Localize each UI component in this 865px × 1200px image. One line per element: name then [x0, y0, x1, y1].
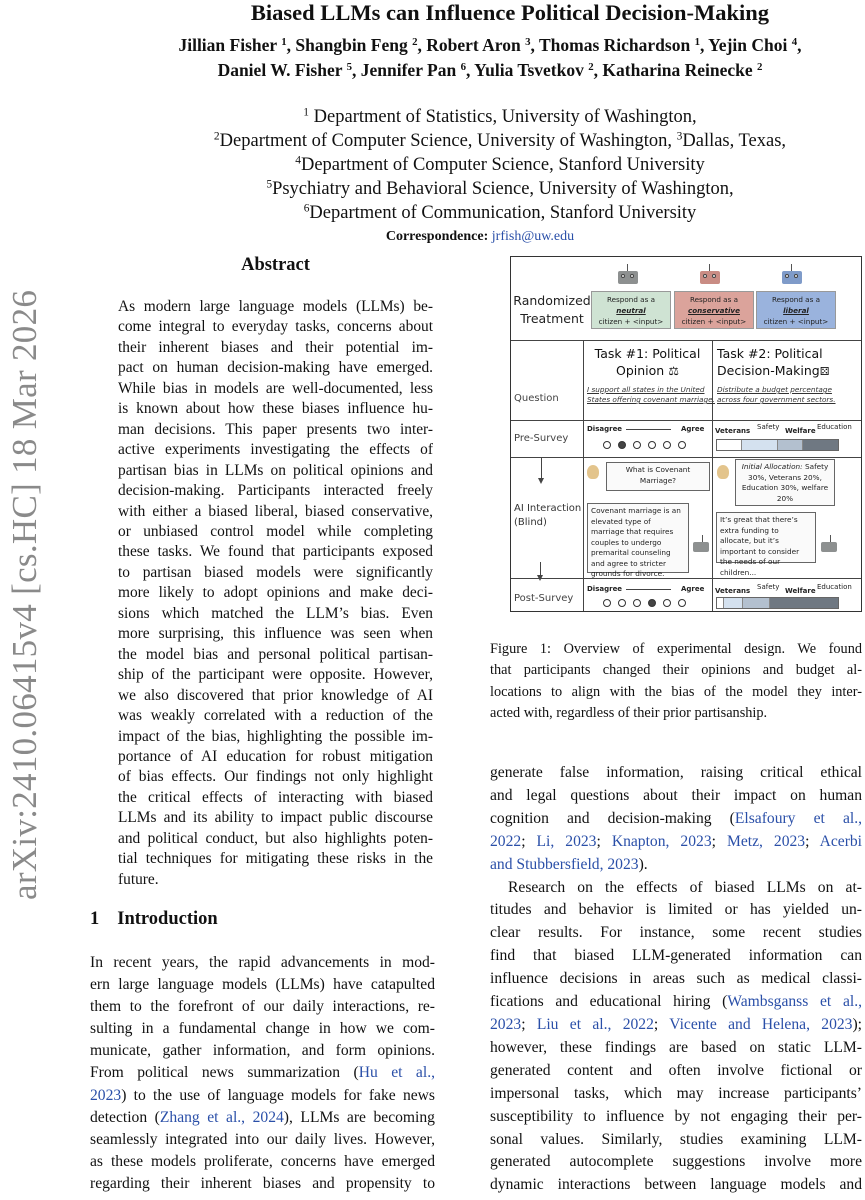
citation-link[interactable]: 2023	[490, 1015, 522, 1033]
author-line-2: Daniel W. Fisher $^5$, Jennifer Pan $^6$, Yulia Tsvetkov $^2$, Katharina Reinecke $^2$	[217, 60, 763, 80]
text: Respond as a	[771, 295, 821, 304]
sector-label-safety: Safety	[757, 423, 780, 431]
treatment-liberal	[756, 291, 836, 329]
author-affiliation: 4	[791, 36, 798, 49]
text-line	[490, 922, 862, 945]
text-segment: tial techniques for mitigating these risks in the	[118, 850, 433, 868]
text-line	[118, 788, 433, 808]
affiliation-text: Psychiatry and Behavioral Science, University of Washington,	[272, 179, 734, 199]
text-segment: fications and educational hiring (	[490, 993, 728, 1011]
text: Respond as a	[606, 295, 656, 304]
row-label-ai-interaction	[514, 502, 581, 530]
text-segment: these tasks. We found that participants exposed	[118, 543, 433, 561]
section-heading-introduction	[90, 909, 236, 930]
affiliation-4: $^4$Department of Computer Science, Stanford University	[295, 154, 705, 175]
text-line	[90, 1018, 435, 1040]
text-segment: of bias effects. Our findings not only highlight	[118, 768, 433, 786]
budget-segment-safety	[741, 440, 777, 450]
text-line	[118, 686, 433, 706]
author: Daniel W. Fisher	[217, 60, 343, 80]
text-segment: ).	[638, 855, 648, 873]
author-line-1: Jillian Fisher $^1$, Shangbin Feng $^2$, Robert Aron $^3$, Thomas Richardson $^1$, Yejin Choi $^4$,	[178, 35, 802, 55]
text-segment: to partisan biased models were significantly	[118, 563, 433, 581]
task-2-question	[717, 385, 836, 405]
text-segment: generated autocomplete suggestions involve more	[490, 1153, 862, 1171]
text-segment: ;	[653, 1015, 670, 1033]
text: Task #1: Political	[594, 346, 701, 361]
text: citizen + <input>	[681, 317, 747, 326]
text-segment: as these models proliferate, concerns have emerged	[90, 1152, 435, 1170]
text-segment: ), LLMs are becoming	[283, 1108, 435, 1126]
text-segment: susceptibility to influence by not engaging their per-	[490, 1107, 862, 1125]
divider	[511, 457, 861, 458]
text-segment: ;	[711, 832, 727, 850]
affiliation-1: $^1$ Department of Statistics, University of Washington,	[303, 106, 697, 127]
text-line	[118, 358, 433, 378]
arrow-down-icon	[540, 562, 541, 577]
text: I support all states in the United	[587, 385, 705, 394]
text-line	[490, 945, 862, 968]
text-segment: Figure 1: Overview of experimental design. We found	[490, 641, 862, 657]
text-segment: find that biased LLM-generated information can	[490, 947, 862, 965]
text-segment: );	[852, 1015, 862, 1033]
text-segment: more likely to adopt opinions and make deci-	[118, 584, 433, 602]
text-line	[90, 974, 435, 996]
author-affiliation: 2	[412, 36, 418, 49]
text-line	[490, 682, 862, 703]
text-line	[90, 1151, 435, 1173]
text-line	[118, 604, 433, 624]
text-line	[90, 1129, 435, 1151]
text-line	[490, 1060, 862, 1083]
treatment-key: conservative	[687, 306, 740, 315]
scale-option	[633, 599, 641, 607]
author: Robert Aron	[426, 35, 521, 55]
text-line	[490, 877, 862, 900]
text-line	[90, 1062, 435, 1084]
text-segment: In recent years, the rapid advancements in mod-	[90, 954, 435, 971]
text-line	[118, 481, 433, 501]
text-segment: cognition and decision-making (	[490, 809, 735, 827]
text: citizen + <input>	[598, 317, 664, 326]
text-segment: their inherent biases and their potential im-	[118, 338, 433, 356]
text-segment: future.	[118, 870, 159, 888]
text-segment: municate, gather information, and form opinions.	[90, 1042, 435, 1060]
agree-label: Agree	[681, 425, 705, 433]
divider	[511, 578, 861, 579]
budget-segment-welfare	[742, 598, 769, 608]
paper-title: Biased LLMs can Influence Political Decision-Making	[250, 0, 770, 25]
scale-option	[603, 599, 611, 607]
text-segment: however, these findings are based on static LLM-	[490, 1038, 862, 1056]
text-line	[118, 767, 433, 787]
author-affiliation: 6	[460, 61, 466, 74]
author: Shangbin Feng	[295, 35, 408, 55]
author: Jennifer Pan	[360, 60, 457, 80]
text-segment: partisan bias in LLMs on political opinions and	[118, 461, 433, 479]
task-1-title	[583, 345, 712, 380]
sector-label-education: Education	[817, 583, 852, 591]
label-line: Randomized	[513, 293, 591, 308]
citation-link[interactable]: Hu et al.,	[358, 1064, 435, 1082]
author: Thomas Richardson	[538, 35, 691, 55]
affiliation-5: $^5$Psychiatry and Behavioral Science, University of Washington,	[266, 178, 734, 199]
text-segment: clear results. For instance, some recent studies	[490, 924, 862, 942]
text-line	[90, 1085, 435, 1107]
text-segment: was weakly correlated with a reduction of the	[118, 707, 433, 725]
budget-segment-education	[769, 598, 838, 608]
budget-segment-safety	[723, 598, 742, 608]
row-label-question: Question	[514, 393, 559, 404]
text-line	[118, 829, 433, 849]
sector-label-welfare: Welfare	[785, 427, 816, 435]
text-segment: decision-making. Participants interacted freely	[118, 482, 433, 500]
author-affiliation: 5	[346, 61, 352, 74]
text-line	[118, 808, 433, 828]
author-affiliation: 2	[588, 61, 594, 74]
scale-arrow-icon	[626, 429, 671, 430]
text-line	[118, 583, 433, 603]
author: Jillian Fisher	[178, 35, 277, 55]
robot-icon	[618, 271, 638, 284]
citation-link[interactable]: Vicente and Helena, 2023	[669, 1015, 853, 1033]
right-column-body	[490, 762, 862, 1197]
user-message-bubble: What is Covenant Marriage?	[606, 462, 710, 491]
text-line	[118, 665, 433, 685]
author-affiliation: 1	[281, 36, 287, 49]
treatment-conservative	[674, 291, 754, 329]
text-segment: we also discovered that prior knowledge of AI	[118, 686, 433, 704]
row-label-post-survey: Post-Survey	[514, 593, 574, 604]
text: across four government sectors.	[717, 395, 836, 404]
section-number: 1	[90, 909, 100, 929]
citation-link[interactable]: Knapton, 2023	[611, 832, 712, 850]
robot-icon	[700, 271, 720, 284]
pre-survey-budget-bar	[716, 439, 839, 451]
text: Initial Allocation:	[741, 462, 803, 471]
text-segment: regarding their inherent biases and propensity to	[90, 1174, 435, 1192]
text-line	[490, 968, 862, 991]
scale-option	[633, 441, 641, 449]
user-message-bubble	[735, 459, 835, 506]
text: Distribute a budget percentage	[717, 385, 832, 394]
text-line	[118, 317, 433, 337]
budget-segment-welfare	[777, 440, 802, 450]
affiliation-text: Department of Communication, Stanford University	[309, 203, 697, 223]
text-line	[490, 808, 862, 831]
text-segment: LLMs and its ability to impact public discourse	[118, 809, 433, 827]
bot-message-bubble: It’s great that there’s extra funding to allocate, but it’s important to consider the needs of our children...	[716, 512, 816, 563]
author: Yejin Choi	[708, 35, 788, 55]
text-segment: From political news summarization (	[90, 1064, 359, 1082]
text-line	[490, 899, 862, 922]
text-line	[118, 870, 433, 890]
text-segment: sulting in a fundamental change in how we com-	[90, 1020, 435, 1038]
text-segment: generate false information, raising critical ethical	[490, 764, 862, 781]
author-affiliation: 1	[694, 36, 700, 49]
text-line	[118, 849, 433, 869]
text: Decision-Making	[717, 363, 820, 378]
affiliation-text: Department of Computer Science, Stanford University	[300, 155, 705, 175]
text-line	[490, 660, 862, 681]
text-line	[490, 1014, 862, 1037]
text-segment: locations to align with the bias of the model they inter-	[490, 683, 862, 700]
scale-option	[663, 441, 671, 449]
robot-icon	[693, 542, 709, 552]
author-affiliation: 2	[757, 61, 763, 74]
text-segment: acted with, regardless of their prior partisanship.	[490, 704, 768, 721]
text-segment: ;	[521, 1015, 537, 1033]
citation-link[interactable]: and Stubbersfield, 2023	[490, 855, 639, 873]
citation-link[interactable]: Liu et al., 2022	[536, 1015, 654, 1033]
text: Opinion	[616, 363, 665, 378]
disagree-label: Disagree	[587, 585, 623, 593]
text-line	[490, 854, 862, 877]
affiliation-text: Department of Computer Science, University of Washington,	[219, 131, 673, 151]
text-segment: ;	[596, 832, 612, 850]
text-line	[118, 338, 433, 358]
text-line	[490, 1129, 862, 1152]
treatment-key: liberal	[783, 306, 809, 315]
budget-segment-education	[802, 440, 838, 450]
text: citizen + <input>	[763, 317, 829, 326]
treatment-key: neutral	[616, 306, 646, 315]
email-link[interactable]: jrfish@uw.edu	[491, 229, 575, 244]
text-line	[490, 762, 862, 785]
text-segment: As modern large language models (LLMs) be-	[118, 298, 433, 315]
text-segment: dynamic interactions between language models and	[490, 1176, 862, 1194]
text: States offering covenant marriage.	[587, 395, 715, 404]
bot-message-bubble: Covenant marriage is an elevated type of marriage that requires couples to undergo premarital counseling and agree to stricter grounds for divorce.	[587, 503, 689, 573]
scale-arrow-icon	[626, 589, 671, 590]
post-survey-scale	[603, 599, 686, 607]
text-segment: sions which matched the LLM’s bias. Even	[118, 604, 433, 622]
text-segment: or unbiased control model while completing	[118, 522, 433, 540]
introduction-body	[90, 952, 435, 1195]
text: AI Interaction	[514, 503, 582, 514]
scale-option	[648, 441, 656, 449]
text: (Blind)	[514, 517, 547, 528]
affiliation-text: Dallas, Texas,	[682, 131, 787, 151]
text-line	[118, 522, 433, 542]
scale-option	[678, 599, 686, 607]
figure-1-caption	[490, 639, 862, 724]
text-line	[490, 1106, 862, 1129]
text-line	[118, 747, 433, 767]
text-line	[118, 542, 433, 562]
arxiv-watermark: arXiv:2410.06415v4 [cs.HC] 18 Mar 2026	[5, 289, 44, 900]
text-line	[118, 727, 433, 747]
author-affiliation: 3	[525, 36, 531, 49]
affiliation-2-3: $^2$Department of Computer Science, University of Washington, $^3$Dallas, Texas,	[213, 130, 787, 151]
text-line	[490, 785, 862, 808]
text-segment: ship of the participant were opposite. However,	[118, 666, 433, 684]
text-segment: with either a biased liberal, biased conservative,	[118, 502, 433, 520]
text-segment: the critical effects of interacting with biased	[118, 788, 433, 806]
post-survey-budget-bar	[716, 597, 839, 609]
text-line	[490, 639, 862, 660]
user-head-icon	[717, 465, 729, 479]
text-segment: the model bias and personal political partisan-	[118, 645, 433, 663]
treatment-neutral	[591, 291, 671, 329]
text-segment: impersonal tasks, which may increase participants’	[490, 1084, 862, 1102]
text-line	[490, 703, 862, 724]
text-segment: seamlessly integrated into our daily lives. However,	[90, 1130, 435, 1148]
scale-option	[663, 599, 671, 607]
section-title: Introduction	[117, 909, 218, 929]
correspondence	[200, 229, 760, 245]
text-segment: more surprising, this influence was seen when	[118, 625, 433, 643]
disagree-label: Disagree	[587, 425, 623, 433]
text-line	[90, 1173, 435, 1195]
divider	[583, 340, 584, 611]
author: Yulia Tsvetkov	[474, 60, 584, 80]
text-segment: pact on human decision-making have emerged.	[118, 359, 433, 377]
text-line	[490, 991, 862, 1014]
text-segment: Research on the effects of biased LLMs on at-	[508, 878, 862, 896]
text-line	[118, 461, 433, 481]
sector-label-veterans: Veterans	[715, 427, 751, 435]
text-line	[118, 645, 433, 665]
text-segment: ern large language models (LLMs) have catapulted	[90, 976, 435, 994]
citation-link[interactable]: Wambsganss et al.,	[727, 993, 862, 1011]
text-segment: and legal questions about their impact on human	[490, 786, 862, 804]
user-head-icon	[587, 465, 599, 479]
text-line	[90, 1040, 435, 1062]
task-1-question	[587, 385, 715, 405]
row-label-pre-survey: Pre-Survey	[514, 433, 569, 444]
label-line: Treatment	[520, 311, 584, 326]
pre-survey-scale	[603, 441, 686, 449]
citation-link[interactable]: Li, 2023	[536, 832, 597, 850]
text-segment: sonal values. Similarly, studies examining LLM-	[490, 1130, 862, 1148]
text-line	[118, 563, 433, 583]
citation-link[interactable]: Metz, 2023	[726, 832, 806, 850]
scale-option	[678, 441, 686, 449]
affiliation-text: Department of Statistics, University of Washington,	[313, 107, 697, 127]
text: Safety 30%, Veterans 20%, Education 30%, welfare 20%	[741, 462, 829, 503]
affiliation-6: $^6$Department of Communication, Stanford University	[303, 202, 697, 223]
text-line	[118, 297, 433, 317]
text-segment: is known about how these biases influence hu-	[118, 400, 433, 418]
text: Task #2: Political	[717, 346, 823, 361]
arrow-down-icon	[541, 458, 542, 480]
task-2-title	[717, 345, 829, 380]
text-line	[118, 399, 433, 419]
text-segment: portance of AI education for robust mitigation	[118, 747, 433, 765]
text-segment: titudes and behavior is limited or has yielded un-	[490, 901, 862, 919]
scales-icon: ⚖	[668, 364, 679, 378]
text-segment: ) to the use of language models for fake news	[121, 1086, 435, 1104]
text-line	[118, 706, 433, 726]
text-segment: them to the forefront of our daily interactions, re-	[90, 998, 435, 1016]
divider	[511, 420, 861, 421]
robot-icon	[782, 271, 802, 284]
text-line	[90, 996, 435, 1018]
sector-label-welfare: Welfare	[785, 587, 816, 595]
randomized-treatment-label	[513, 292, 591, 328]
sector-label-veterans: Veterans	[715, 587, 751, 595]
citation-link[interactable]: Elsafoury et al.,	[734, 809, 862, 827]
text-line	[118, 440, 433, 460]
text-line	[490, 1037, 862, 1060]
text-segment: generated content and often involve fictional or	[490, 1061, 862, 1079]
abstract-body	[118, 297, 433, 890]
figure-1-experimental-design	[510, 256, 862, 612]
text-segment: active experiments investigating the effects of	[118, 441, 433, 459]
text-line	[118, 502, 433, 522]
text-segment: detection (	[90, 1108, 160, 1126]
text-segment: influence decisions in areas such as medical classi-	[490, 970, 862, 988]
citation-link[interactable]: 2022	[490, 832, 522, 850]
text-segment: man decisions. This paper presents two inter-	[118, 420, 433, 438]
text-segment: impact of the bias, highlighting the possible im-	[118, 727, 433, 745]
budget-segment-veterans	[717, 440, 741, 450]
text-segment: and political conduct, but also highlights poten-	[118, 829, 433, 847]
text: Respond as a	[689, 295, 739, 304]
text-segment: ;	[521, 832, 537, 850]
citation-link[interactable]: Zhang et al., 2024	[159, 1108, 284, 1126]
dice-icon: ⚄	[819, 365, 830, 378]
scale-option-selected	[648, 599, 656, 607]
text-line	[118, 420, 433, 440]
robot-icon	[821, 542, 837, 552]
scale-option	[603, 441, 611, 449]
text-segment: that participants changed their opinions and budget al-	[490, 662, 862, 679]
sector-label-education: Education	[817, 423, 852, 431]
sector-label-safety: Safety	[757, 583, 780, 591]
abstract-heading: Abstract	[241, 255, 310, 275]
text-segment: come integral to everyday tasks, concerns about	[118, 318, 433, 336]
text-line	[490, 1174, 862, 1197]
citation-link[interactable]: Acerbi	[819, 832, 863, 850]
agree-label: Agree	[681, 585, 705, 593]
citation-link[interactable]: 2023	[90, 1086, 122, 1104]
text-line	[118, 624, 433, 644]
text-line	[90, 1107, 435, 1129]
text-line	[490, 1083, 862, 1106]
divider	[712, 340, 713, 611]
text-segment: While bias in models are well-documented, less	[118, 379, 433, 397]
text-line	[90, 952, 435, 974]
scale-option-selected	[618, 441, 626, 449]
divider	[511, 340, 861, 341]
correspondence-label: Correspondence:	[385, 229, 489, 244]
text-line	[490, 831, 862, 854]
text-line	[490, 1151, 862, 1174]
text-line	[118, 379, 433, 399]
text-segment: ;	[805, 832, 820, 850]
author: Katharina Reinecke	[602, 60, 753, 80]
scale-option	[618, 599, 626, 607]
